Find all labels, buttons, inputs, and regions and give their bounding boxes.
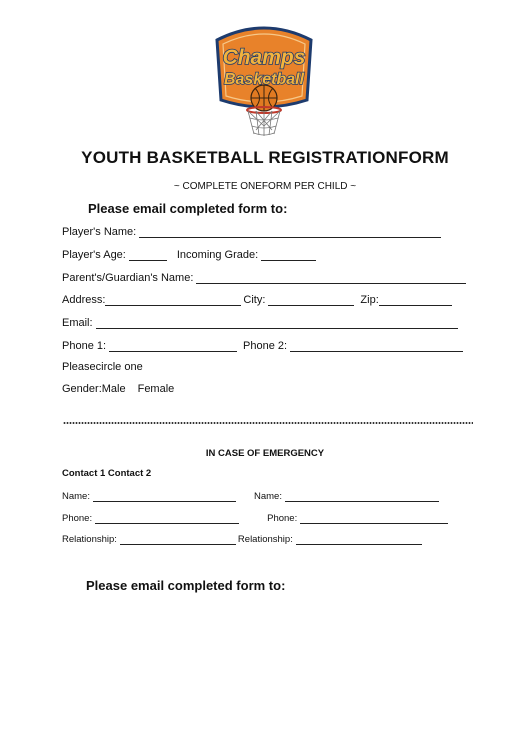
player-name-field[interactable]	[139, 227, 441, 238]
address-row	[62, 294, 452, 306]
gender-female-option[interactable]: Female	[137, 383, 175, 395]
zip-field[interactable]	[379, 295, 452, 306]
contact1-name-field[interactable]	[93, 492, 236, 502]
email-row	[62, 317, 458, 329]
email-label: Email:	[62, 317, 93, 329]
age-grade-row	[62, 249, 316, 261]
phone2-label: Phone 2:	[243, 340, 288, 352]
emergency-phone-row	[62, 513, 448, 524]
address-field[interactable]	[105, 295, 241, 306]
player-age-field[interactable]	[129, 250, 167, 261]
form-title: YOUTH BASKETBALL REGISTRATIONFORM	[81, 148, 449, 167]
contact2-phone-field[interactable]	[300, 514, 448, 524]
logo-line2: Basketball	[223, 71, 305, 88]
incoming-grade-field[interactable]	[261, 250, 316, 261]
contact1-relationship-label: Relationship:	[62, 534, 117, 545]
player-name-row	[62, 226, 441, 238]
incoming-grade-label: Incoming Grade:	[176, 249, 259, 261]
contacts-label: Contact 1 Contact 2	[62, 468, 152, 479]
address-label: Address:	[62, 294, 106, 306]
phone2-field[interactable]	[290, 341, 463, 352]
gender-male-option[interactable]: Gender:Male	[62, 383, 126, 395]
guardian-name-field[interactable]	[196, 273, 466, 284]
contact2-name-label: Name:	[253, 491, 282, 502]
basketball-logo-icon	[211, 22, 317, 140]
city-field[interactable]	[268, 295, 354, 306]
guardian-name-label: Parent's/Guardian's Name:	[62, 272, 194, 284]
city-label: City:	[243, 294, 266, 306]
contact1-phone-field[interactable]	[95, 514, 239, 524]
zip-label: Zip:	[360, 294, 379, 306]
gender-row	[62, 383, 174, 395]
email-heading-top: Please email completed form to:	[88, 201, 288, 216]
contact1-phone-label: Phone:	[62, 513, 93, 524]
contact2-phone-label: Phone:	[267, 513, 298, 524]
contact2-relationship-field[interactable]	[296, 535, 422, 545]
contact1-name-label: Name:	[62, 491, 90, 502]
emergency-name-row	[62, 491, 439, 502]
circle-one-text: Pleasecircle one	[62, 361, 143, 373]
phone1-field[interactable]	[109, 341, 237, 352]
form-subtitle: ~ COMPLETE ONEFORM PER CHILD ~	[173, 181, 357, 192]
phone1-label: Phone 1:	[62, 340, 107, 352]
emergency-heading: IN CASE OF EMERGENCY	[205, 448, 325, 459]
dotted-divider	[63, 421, 473, 425]
champs-basketball-logo	[211, 22, 317, 140]
email-heading-bottom: Please email completed form to:	[86, 578, 286, 593]
contact2-name-field[interactable]	[285, 492, 439, 502]
guardian-name-row	[62, 272, 466, 284]
phone-row	[62, 340, 463, 352]
email-field[interactable]	[96, 318, 458, 329]
emergency-relationship-row	[62, 534, 422, 545]
contact1-relationship-field[interactable]	[120, 535, 236, 545]
player-name-label: Player's Name:	[62, 226, 137, 238]
logo-line1: Champs	[222, 46, 306, 69]
player-age-label: Player's Age:	[62, 249, 126, 261]
contact2-relationship-label: Relationship:	[237, 534, 293, 545]
